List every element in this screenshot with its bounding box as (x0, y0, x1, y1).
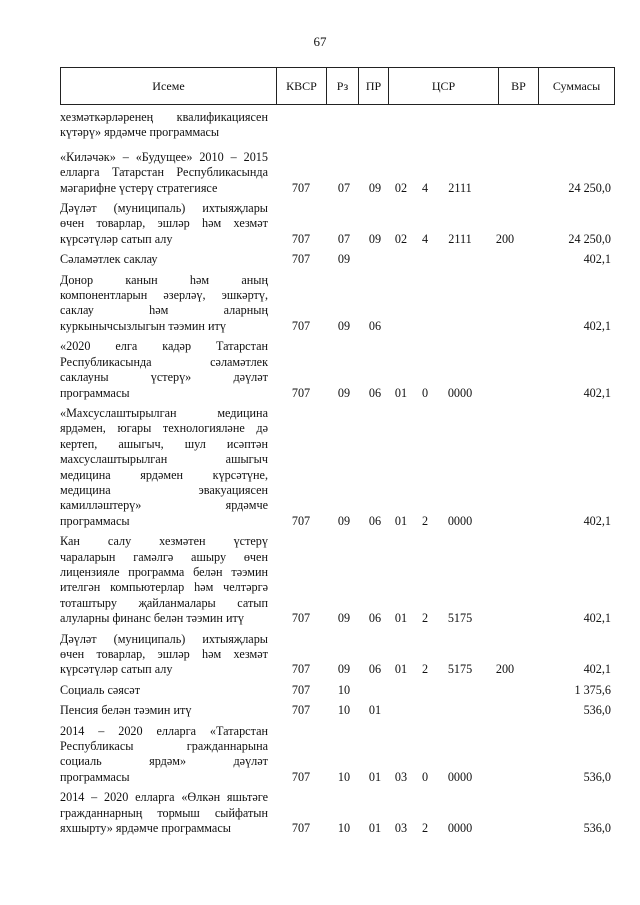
row-name-line: күрсәтүләр сатып алу (60, 231, 173, 246)
row-name-line: Социаль сәясәт (60, 682, 141, 697)
cell-pr: 01 (368, 821, 382, 836)
row-name-line: «Махсуслаштырылган медицина (60, 405, 268, 420)
row-name-line: махсуслаштырылган ашыгыч (60, 452, 268, 467)
row-name (60, 703, 268, 718)
header-kvsr: КВСР (277, 68, 327, 104)
cell-kvsr: 707 (291, 703, 311, 718)
row-name-line: күрсәтүләр сатып алу (60, 662, 173, 677)
table-row (60, 703, 620, 718)
cell-csr1: 02 (394, 231, 408, 246)
cell-csr3: 5175 (447, 662, 473, 677)
row-name-line: Кан салу хезмәтен үстерү (60, 534, 268, 549)
row-name-line: саклауны үстерү» дәүләт (60, 370, 268, 385)
table-row (60, 273, 620, 335)
row-name-line: ителгән компьютерлар һәм челтәргә (60, 580, 268, 595)
cell-kvsr: 707 (291, 682, 311, 697)
row-name-line: «Киләчәк» – «Будущее» 2010 – 2015 (60, 149, 268, 164)
cell-kvsr: 707 (291, 252, 311, 267)
row-name-line: куркынычсызлыгын тәэмин итү (60, 318, 226, 333)
cell-sum: 402,1 (583, 611, 611, 626)
row-name (60, 273, 268, 335)
row-name-line: камилләштерү» ярдәмче (60, 498, 268, 513)
table-row (60, 724, 620, 786)
header-name: Исеме (61, 68, 277, 104)
cell-rz: 10 (337, 769, 351, 784)
cell-csr2: 2 (421, 662, 429, 677)
cell-csr2: 0 (421, 769, 429, 784)
cell-sum: 1 375,6 (574, 682, 611, 697)
row-name-line: программасы (60, 769, 130, 784)
cell-sum: 402,1 (583, 318, 611, 333)
cell-csr2: 4 (421, 231, 429, 246)
table-row (60, 252, 620, 267)
cell-vr: 200 (495, 231, 515, 246)
table-row (60, 201, 620, 247)
row-name-line: чараларын гамәлгә ашыру өчен (60, 549, 268, 564)
row-name-line: 2014 – 2020 елларга «Өлкән яшьтәге (60, 790, 268, 805)
row-name-line: «2020 елга кадәр Татарстан (60, 339, 268, 354)
cell-sum: 536,0 (583, 821, 611, 836)
row-name-line: Дәүләт (муниципаль) ихтыяҗлары (60, 201, 268, 216)
cell-sum: 24 250,0 (568, 180, 611, 195)
cell-pr: 06 (368, 513, 382, 528)
cell-pr: 06 (368, 385, 382, 400)
table-row (60, 790, 620, 836)
cell-sum: 402,1 (583, 513, 611, 528)
row-name-line: күтәрү» ярдәмче программасы (60, 125, 220, 140)
row-name (60, 724, 268, 786)
row-name-line: медицина ярдәмен күрсәтүне, (60, 467, 268, 482)
cell-pr: 06 (368, 611, 382, 626)
row-name-line: Дәүләт (муниципаль) ихтыяҗлары (60, 631, 268, 646)
row-name (60, 150, 268, 196)
row-name-line: Пенсия белән тәэмин итү (60, 703, 192, 718)
cell-rz: 09 (337, 662, 351, 677)
cell-csr1: 01 (394, 385, 408, 400)
row-name-line: өчен товарлар, эшләр һәм хезмәт (60, 216, 268, 231)
row-name (60, 110, 268, 141)
row-name-line: кертеп, ашыгыч, шул исәптән (60, 436, 268, 451)
cell-kvsr: 707 (291, 318, 311, 333)
cell-csr2: 4 (421, 180, 429, 195)
cell-rz: 09 (337, 513, 351, 528)
row-name-line: ярдәмен, югары технологияләне дә (60, 421, 268, 436)
table-row (60, 534, 620, 626)
cell-kvsr: 707 (291, 180, 311, 195)
header-sum: Суммасы (552, 79, 601, 93)
row-name (60, 683, 268, 698)
cell-kvsr: 707 (291, 611, 311, 626)
cell-sum: 402,1 (583, 252, 611, 267)
cell-sum: 402,1 (583, 662, 611, 677)
cell-sum: 536,0 (583, 703, 611, 718)
cell-csr3: 0000 (447, 513, 473, 528)
table-body (60, 105, 620, 836)
header-csr: ЦСР (389, 68, 499, 104)
cell-kvsr: 707 (291, 662, 311, 677)
cell-sum: 402,1 (583, 385, 611, 400)
page-number: 67 (313, 34, 327, 49)
cell-pr: 01 (368, 703, 382, 718)
cell-rz: 10 (337, 821, 351, 836)
cell-rz: 09 (337, 611, 351, 626)
cell-kvsr: 707 (291, 513, 311, 528)
cell-pr: 06 (368, 662, 382, 677)
cell-csr3: 2111 (448, 231, 472, 246)
cell-csr2: 0 (421, 385, 429, 400)
cell-pr: 09 (368, 180, 382, 195)
row-name-line: яхшырту» ярдәмче программасы (60, 821, 231, 836)
cell-csr2: 2 (421, 513, 429, 528)
table-row (60, 110, 620, 141)
row-name-line: Республикасында сәламәтлек (60, 354, 268, 369)
header-rz: Рз (327, 68, 359, 104)
cell-sum: 24 250,0 (568, 231, 611, 246)
row-name (60, 201, 268, 247)
cell-rz: 09 (337, 252, 351, 267)
cell-kvsr: 707 (291, 385, 311, 400)
row-name-line: Сәламәтлек саклау (60, 252, 158, 267)
header-vr: ВР (499, 68, 539, 104)
row-name-line: лицензияле программа белән тәэмин (60, 564, 268, 579)
table-row (60, 339, 620, 401)
cell-csr1: 01 (394, 611, 408, 626)
cell-kvsr: 707 (291, 231, 311, 246)
row-name (60, 252, 268, 267)
row-name-line: хезмәткәрләренең квалификациясен (60, 110, 268, 124)
cell-csr1: 01 (394, 513, 408, 528)
row-name-line: гражданнарның тормыш сыйфатын (60, 805, 268, 820)
cell-csr2: 2 (421, 611, 429, 626)
cell-vr: 200 (495, 662, 515, 677)
row-name (60, 632, 268, 678)
cell-pr: 09 (368, 231, 382, 246)
cell-pr: 06 (368, 318, 382, 333)
table-header (60, 67, 615, 105)
row-name (60, 406, 268, 529)
cell-csr1: 03 (394, 769, 408, 784)
cell-csr3: 5175 (447, 611, 473, 626)
row-name-line: мәгарифне үстерү стратегиясе (60, 180, 218, 195)
cell-sum: 536,0 (583, 769, 611, 784)
cell-rz: 09 (337, 385, 351, 400)
row-name-line: Донор канын һәм аның (60, 272, 268, 287)
cell-csr3: 0000 (447, 821, 473, 836)
cell-csr3: 0000 (447, 769, 473, 784)
row-name-line: медицина эвакуациясен (60, 482, 268, 497)
header-pr: ПР (359, 68, 389, 104)
row-name-line: программасы (60, 385, 130, 400)
table-row (60, 406, 620, 529)
cell-csr2: 2 (421, 821, 429, 836)
cell-rz: 10 (337, 682, 351, 697)
cell-kvsr: 707 (291, 769, 311, 784)
cell-pr: 01 (368, 769, 382, 784)
table-row (60, 683, 620, 698)
row-name-line: тоташтыру җайланмалары сатып (60, 595, 268, 610)
cell-csr1: 01 (394, 662, 408, 677)
cell-kvsr: 707 (291, 821, 311, 836)
cell-rz: 07 (337, 180, 351, 195)
cell-csr3: 2111 (448, 180, 472, 195)
row-name-line: өчен товарлар, эшләр һәм хезмәт (60, 647, 268, 661)
table-row (60, 632, 620, 678)
row-name-line: елларга Татарстан Республикасында (60, 165, 268, 180)
row-name-line: компонентларын әзерләү, эшкәртү, (60, 288, 268, 303)
row-name-line: саклау һәм аларның (60, 303, 268, 318)
row-name (60, 534, 268, 626)
cell-csr1: 03 (394, 821, 408, 836)
row-name (60, 339, 268, 401)
cell-csr1: 02 (394, 180, 408, 195)
cell-rz: 09 (337, 318, 351, 333)
cell-csr3: 0000 (447, 385, 473, 400)
row-name (60, 790, 268, 836)
cell-rz: 10 (337, 703, 351, 718)
row-name-line: социаль ярдәм» дәүләт (60, 754, 268, 769)
row-name-line: программасы (60, 513, 130, 528)
row-name-line: 2014 – 2020 елларга «Татарстан (60, 723, 268, 738)
table-row (60, 150, 620, 196)
row-name-line: алуларны финанс белән тәэмин итү (60, 611, 244, 626)
cell-rz: 07 (337, 231, 351, 246)
row-name-line: Республикасы гражданнарына (60, 739, 268, 754)
